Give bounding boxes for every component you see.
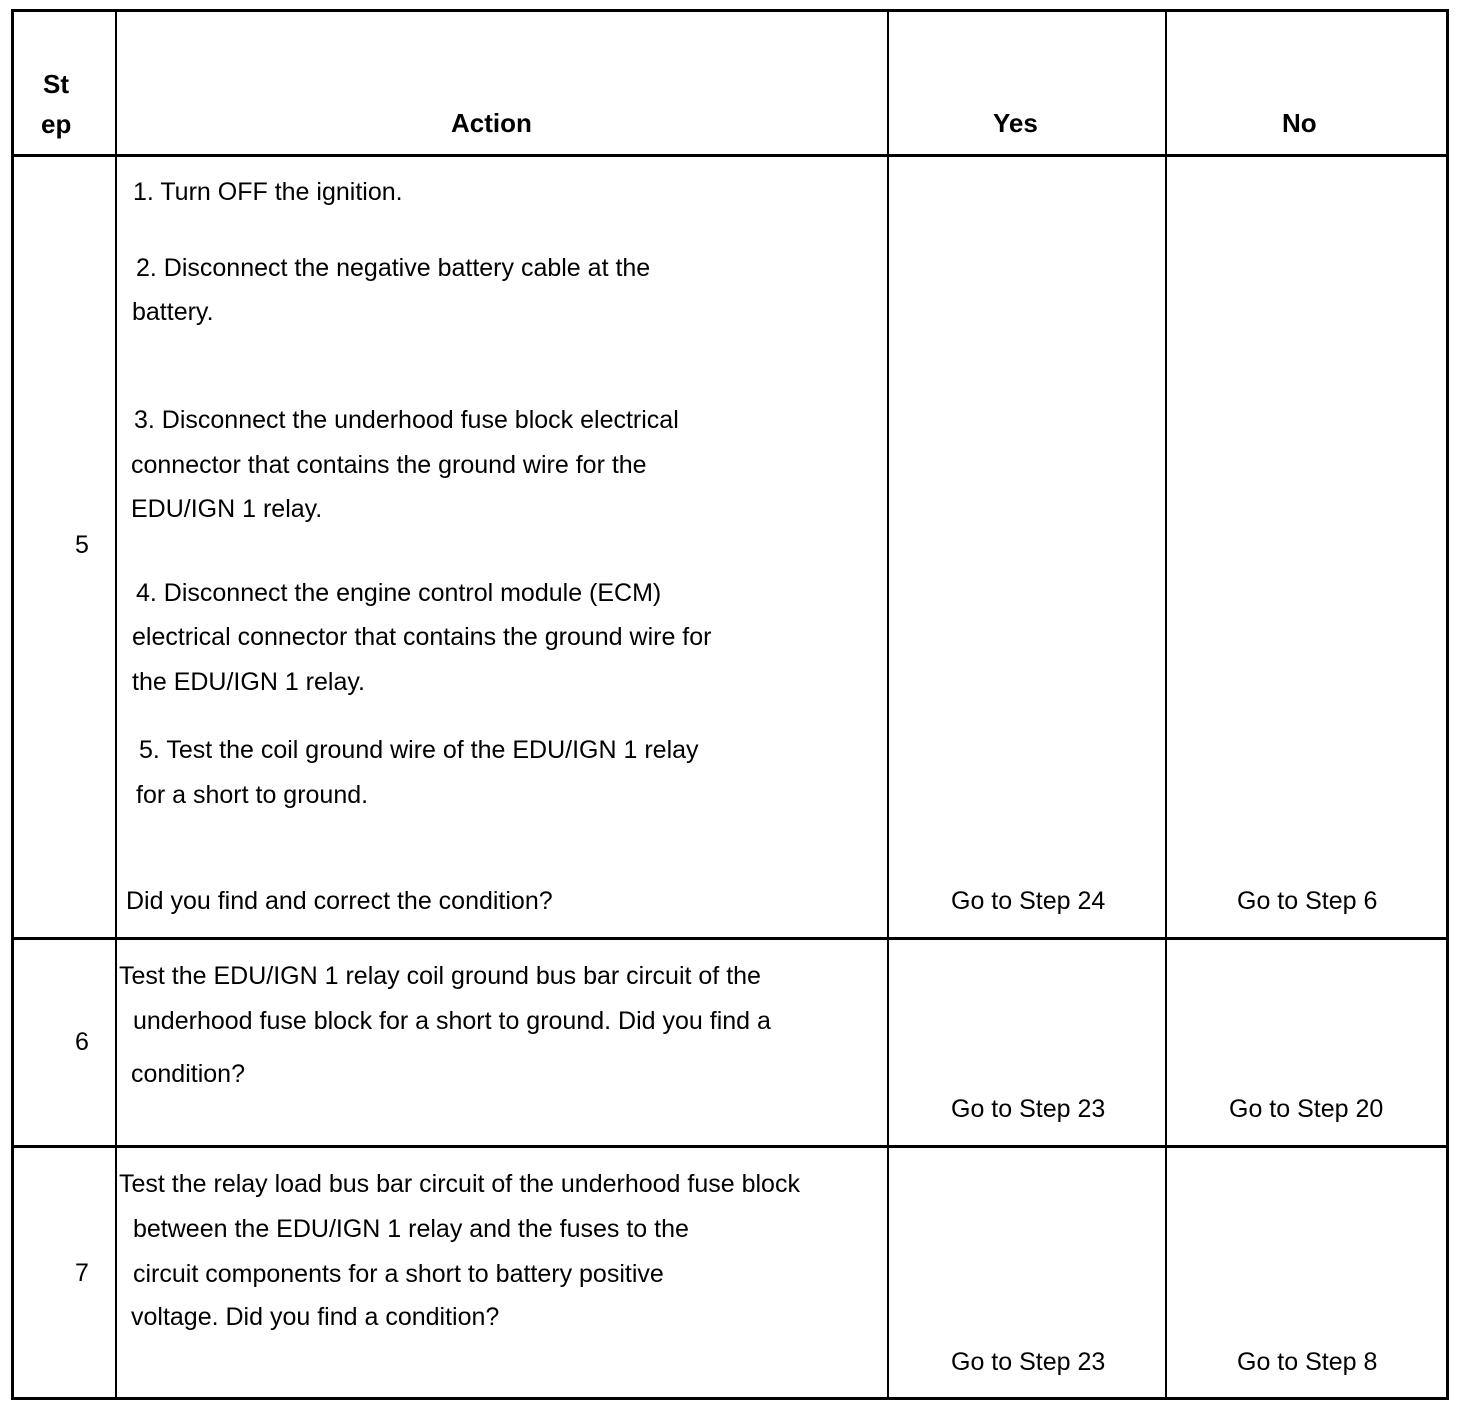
header-no: No	[1282, 108, 1317, 138]
action-line: circuit components for a short to battery positive	[133, 1260, 664, 1288]
action-line: Test the relay load bus bar circuit of the underhood fuse block	[119, 1170, 800, 1198]
action-line: electrical connector that contains the ground wire for	[132, 623, 712, 651]
column-divider-yes	[1165, 12, 1167, 1397]
column-divider-action	[887, 12, 889, 1397]
header-step-line2: ep	[41, 109, 72, 139]
action-line: connector that contains the ground wire for the	[131, 451, 647, 479]
action-line: Test the EDU/IGN 1 relay coil ground bus bar circuit of the	[119, 962, 761, 990]
no-result: Go to Step 8	[1237, 1348, 1378, 1376]
action-line: voltage. Did you find a condition?	[131, 1303, 500, 1331]
action-line: condition?	[131, 1060, 245, 1088]
action-line: 2. Disconnect the negative battery cable at the	[136, 254, 651, 282]
action-line: 4. Disconnect the engine control module (ECM)	[136, 579, 662, 607]
header-step-line1: St	[43, 69, 69, 99]
question-text: Did you find and correct the condition?	[126, 887, 553, 915]
row-divider-5	[14, 937, 1446, 940]
yes-result: Go to Step 23	[951, 1095, 1106, 1123]
step-number: 6	[75, 1028, 89, 1056]
header-yes: Yes	[993, 108, 1038, 138]
row-divider-6	[14, 1145, 1446, 1148]
column-divider-step	[115, 12, 117, 1397]
action-line: between the EDU/IGN 1 relay and the fuses to the	[133, 1215, 689, 1243]
action-line: for a short to ground.	[136, 781, 369, 809]
action-line: EDU/IGN 1 relay.	[131, 495, 323, 523]
action-line: the EDU/IGN 1 relay.	[132, 668, 365, 696]
no-result: Go to Step 6	[1237, 887, 1378, 915]
no-result: Go to Step 20	[1229, 1095, 1384, 1123]
yes-result: Go to Step 23	[951, 1348, 1106, 1376]
action-line: battery.	[132, 298, 214, 326]
step-number: 5	[75, 531, 89, 559]
action-line: 1. Turn OFF the ignition.	[133, 178, 403, 206]
header-action: Action	[451, 108, 532, 138]
action-line: 5. Test the coil ground wire of the EDU/IGN 1 relay	[139, 736, 699, 764]
yes-result: Go to Step 24	[951, 887, 1106, 915]
action-line: 3. Disconnect the underhood fuse block electrical	[134, 406, 679, 434]
action-line: underhood fuse block for a short to ground. Did you find a	[133, 1007, 771, 1035]
step-number: 7	[75, 1259, 89, 1287]
row-divider-header	[14, 154, 1446, 157]
